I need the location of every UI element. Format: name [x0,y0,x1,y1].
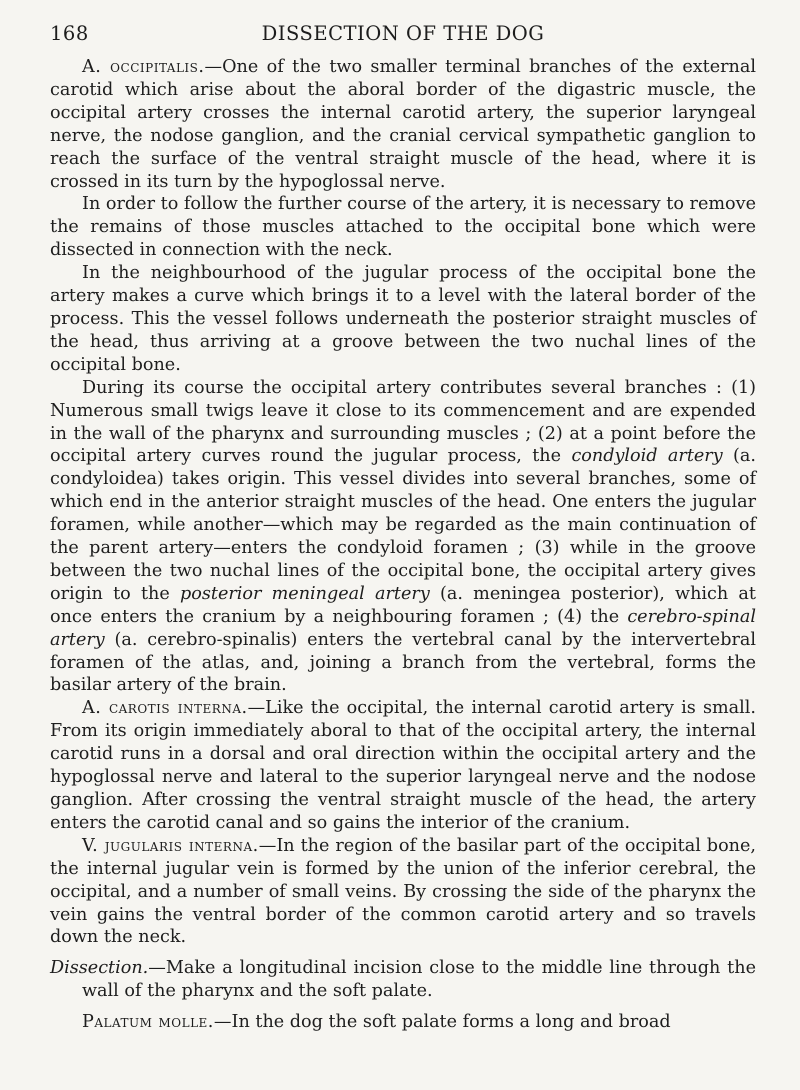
paragraph-palatum-molle [50,1011,756,1034]
paragraph-dissection [50,957,756,1003]
paragraph-text: —One of the two smaller terminal branches of the external carotid which arise about the aboral border of the digastric muscle, the occipital artery crosses the internal carotid artery, the superior laryngeal nerve, the nodose ganglion, and the cranial cervical sympathetic ganglion to reach the surface of the ventral straight muscle of the head, where it is crossed in its turn by the hypoglossal nerve. [50,57,756,192]
italic-term: posterior meningeal artery [180,583,430,604]
paragraph-jugular-process: In the neighbourhood of the jugular process of the occipital bone the artery makes a curve which brings it to a level with the lateral border of the process. This the vessel follows underneath the posterior straight muscles of the head, thus arriving at a groove between the two nuchal lines of the occipital bone. [50,263,756,375]
dissection-heading: Dissection. [50,958,149,979]
paragraph-text: (a. cerebro-spinalis) enters the vertebral canal by the intervertebral foramen of the atlas, and, joining a branch from the vertebral, forms the basilar artery of the brain. [50,629,756,696]
italic-term: cerebro-spinal artery [50,606,756,650]
paragraph-text: —In the region of the basilar part of the occipital bone, the internal jugular vein is formed by the union of the inferior cerebral, the occipital, and a number of small veins. By crossing the side of the pharynx the vein gains the ventral border of the common carotid artery and so travels down the neck. [50,835,756,948]
paragraph-jugularis-interna [50,835,756,950]
paragraph-remove-muscles: In order to follow the further course of the artery, it is necessary to remove the remains of those muscles attached to the occipital bone which were dissected in connection with the neck. [50,194,756,261]
term-heading: V. jugularis interna. [82,835,259,856]
page-number: 168 [50,22,89,45]
spacer [50,949,756,957]
paragraph-text: (a. condyloidea) takes origin. This vessel divides into several branches, some of which end in the anterior straight muscles of the head. One enters the jugular foramen, while another—which may be regarded as the main continuation of the parent artery—enters the condyloid foramen ; (3) while in the groove between the two nuchal lines of the occipital bone, the occipital artery gives origin to the [50,446,757,604]
term-heading: A. occipitalis. [82,57,205,77]
paragraph-text: During its course the occipital artery contributes several branches : (1) Numerous small twigs leave it close to its commencement and are expended in the wall of the pharynx and surrounding muscles ; (2) at a point before the occipital artery curves round the jugular process, the [50,377,756,467]
paragraph-text: —In the dog the soft palate forms a long and broad [213,1012,671,1033]
body-text [50,56,756,1034]
spacer [50,1003,756,1011]
italic-term: condyloid artery [571,446,723,467]
paragraph-carotis-interna [50,697,756,834]
paragraph-occipitalis [50,56,756,193]
term-heading: Palatum molle. [82,1012,214,1033]
paragraph-text: (a. meningea posterior), which at once enters the cranium by a neighbouring foramen ; (4) the [50,583,756,627]
term-heading: A. carotis interna. [82,698,248,719]
paragraph-text: —Make a longitudinal incision close to the middle line through the wall of the pharynx and the soft palate. [82,958,756,1002]
page-header [50,18,756,56]
paragraph-branches [50,377,756,698]
paragraph-text: —Like the occipital, the internal carotid artery is small. From its origin immediately aboral to that of the occipital artery, the internal carotid runs in a dorsal and oral direction within the occipital artery and the hypoglossal nerve and lateral to the superior laryngeal nerve and the nodose ganglion. After crossing the ventral straight muscle of the head, the artery enters the carotid canal and so gains the interior of the cranium. [50,698,756,833]
running-title: DISSECTION OF THE DOG [261,22,545,45]
